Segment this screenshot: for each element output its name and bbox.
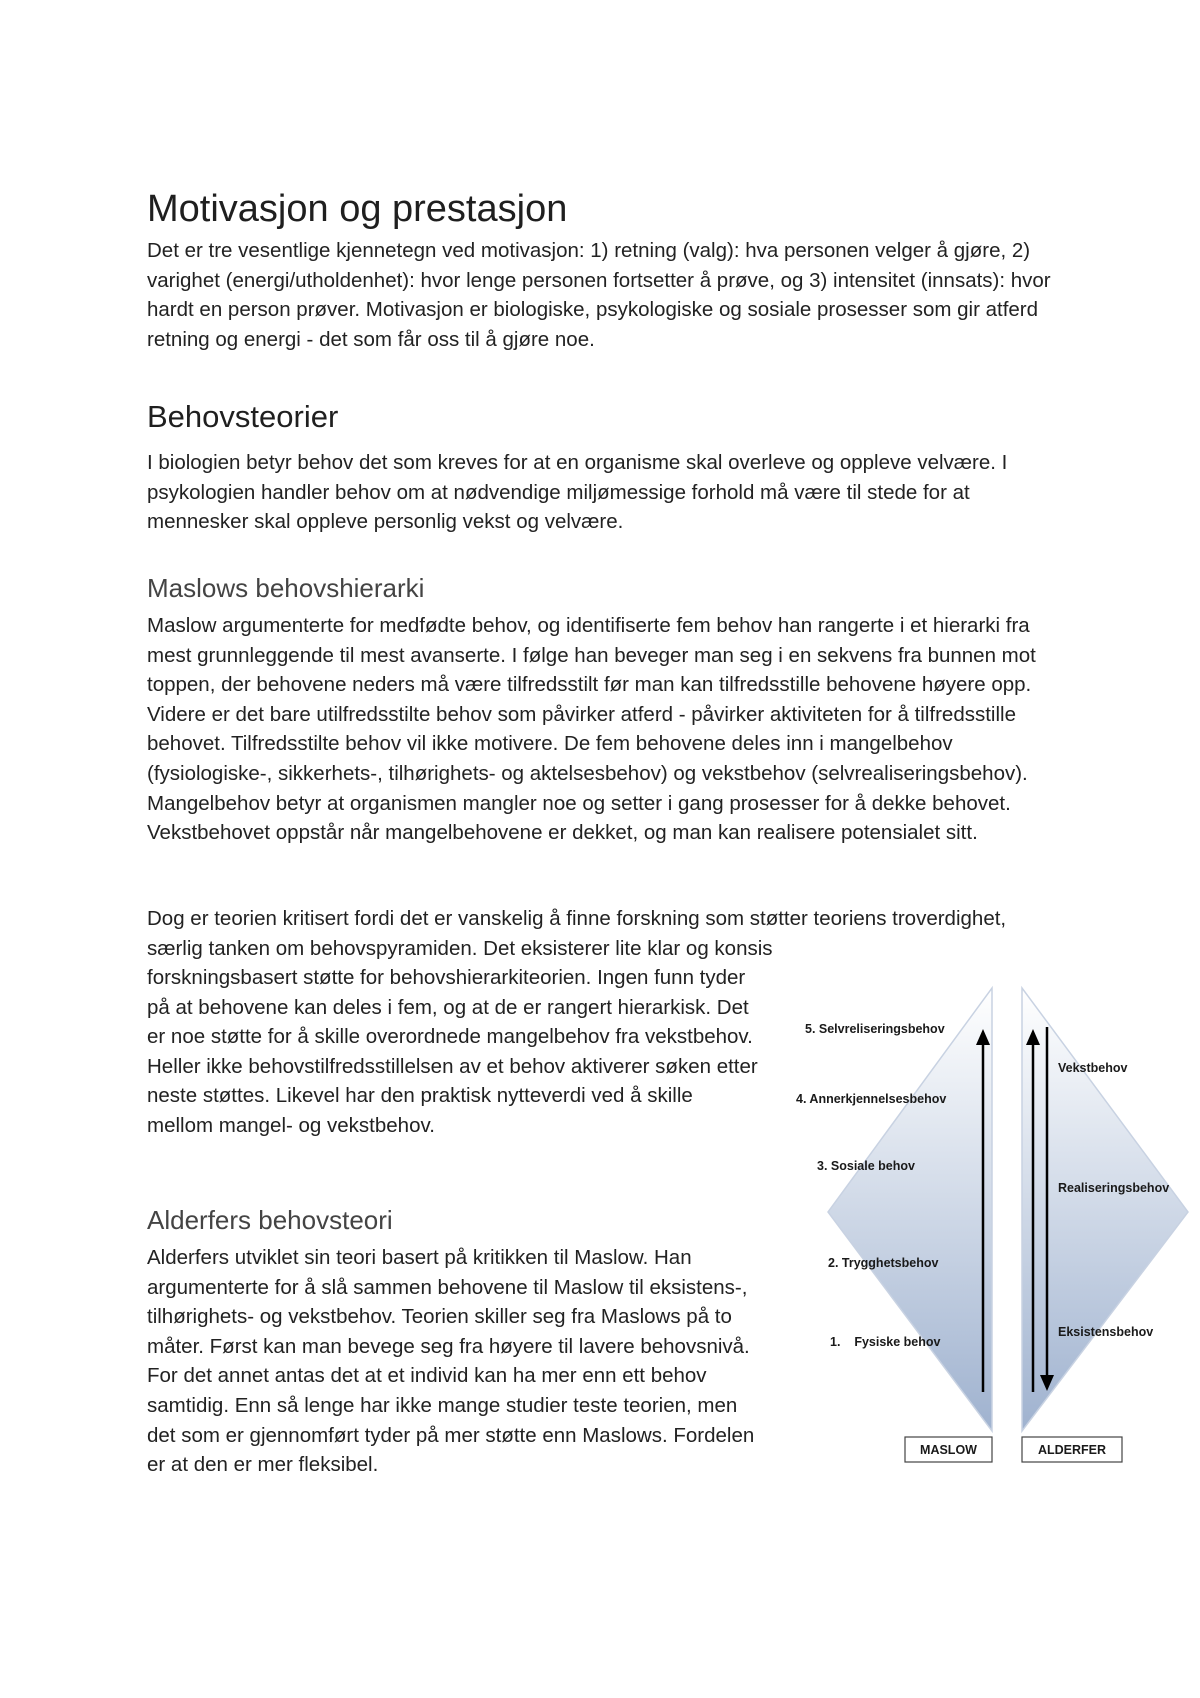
maslow-level-4: 4. Annerkjennelsesbehov xyxy=(796,1092,947,1106)
maslow-level-1: 1. Fysiske behov xyxy=(830,1335,941,1349)
behov-paragraph: I biologien betyr behov det som kreves for at en organisme skal overleve og oppleve velvære. I psykologien handler behov om at nødvendige miljømessige forhold må være til stede for at mennesker skal oppleve personlig vekst og velvære. xyxy=(147,451,1008,534)
behov-heading: Behovsteorier xyxy=(147,399,339,434)
alderfer-heading: Alderfers behovsteori xyxy=(147,1205,393,1235)
maslow-heading: Maslows behovshierarki xyxy=(147,573,425,603)
page-title: Motivasjon og prestasjon xyxy=(147,188,568,230)
maslow-label: MASLOW xyxy=(920,1443,977,1457)
alderfer-level-realisering: Realiseringsbehov xyxy=(1058,1181,1170,1195)
alderfer-level-vekst: Vekstbehov xyxy=(1058,1061,1128,1075)
alderfer-level-eksistens: Eksistensbehov xyxy=(1058,1325,1154,1339)
maslow-paragraph-1: Maslow argumenterte for medfødte behov, og identifiserte fem behov han rangerte i et hierarki fra mest grunnleggende til mest avanserte. I følge han beveger man seg i en sekvens fra bunnen mot toppen, der behovene neders må være tilfredsstilt før man kan tilfredsstille behovene høyere opp. Videre er det bare utilfredsstilte behov som påvirker atferd - påvirker aktiviteten for å tilfredsstille behovet. Tilfredsstilte behov vil ikke motivere. De fem behovene deles inn i mangelbehov (fysiologiske-, sikkerhets-, tilhørighets- og aktelsesbehov) og vekstbehov (selvrealiseringsbehov). Mangelbehov betyr at organismen mangler noe og setter i gang prosesser for å dekke behovet. Vekstbehovet oppstår når mangelbehovene er dekket, og man kan realisere potensialet sitt. xyxy=(147,614,1036,845)
maslow-paragraph-2b: forskningsbasert støtte for behovshierarkiteorien. Ingen funn tyder på at behovene kan deles i fem, og at de er rangert hierarkisk. Det er noe støtte for å skille overordnede mangelbehov fra vekstbehov. Heller ikke behovstilfredsstillelsen av et behov aktiverer søken etter neste støttes. Likevel har den praktisk nytteverdi ved å skille mellom mangel- og vekstbehov. xyxy=(147,966,758,1137)
alderfer-label: ALDERFER xyxy=(1037,1443,1107,1457)
intro-paragraph: Det er tre vesentlige kjennetegn ved motivasjon: 1) retning (valg): hva personen velger å gjøre, 2) varighet (energi/utholdenhet): hvor lenge personen fortsetter å prøve, og 3) intensitet (innsats): hvor hardt en person prøver. Motivasjon er biologiske, psykologiske og sosiale prosesser som gir atferd retning og energi - det som får oss til å gjøre noe. xyxy=(147,239,1051,351)
alderfer-paragraph: Alderfers utviklet sin teori basert på kritikken til Maslow. Han argumenterte for å slå sammen behovene til Maslow til eksistens-, tilhørighets- og vekstbehov. Teorien skiller seg fra Maslows på to måter. Først kan man bevege seg fra høyere til lavere behovsnivå. For det annet antas det at et individ kan ha mer enn ett behov samtidig. Enn så lenge har ikke mange studier teste teorien, men det som er gjennomført tyder på mer støtte enn Maslows. Fordelen er at den er mer fleksibel. xyxy=(147,1246,755,1477)
maslow-level-2: 2. Trygghetsbehov xyxy=(828,1256,939,1270)
maslow-alderfer-diagram xyxy=(790,985,1190,1465)
maslow-diamond-shape xyxy=(828,988,992,1431)
maslow-level-3: 3. Sosiale behov xyxy=(817,1159,915,1173)
maslow-paragraph-2a: Dog er teorien kritisert fordi det er vanskelig å finne forskning som støtter teoriens troverdighet, særlig tanken om behovspyramiden. Det eksisterer lite klar og konsis xyxy=(147,907,1007,960)
maslow-level-5: 5. Selvreliseringsbehov xyxy=(805,1022,945,1036)
